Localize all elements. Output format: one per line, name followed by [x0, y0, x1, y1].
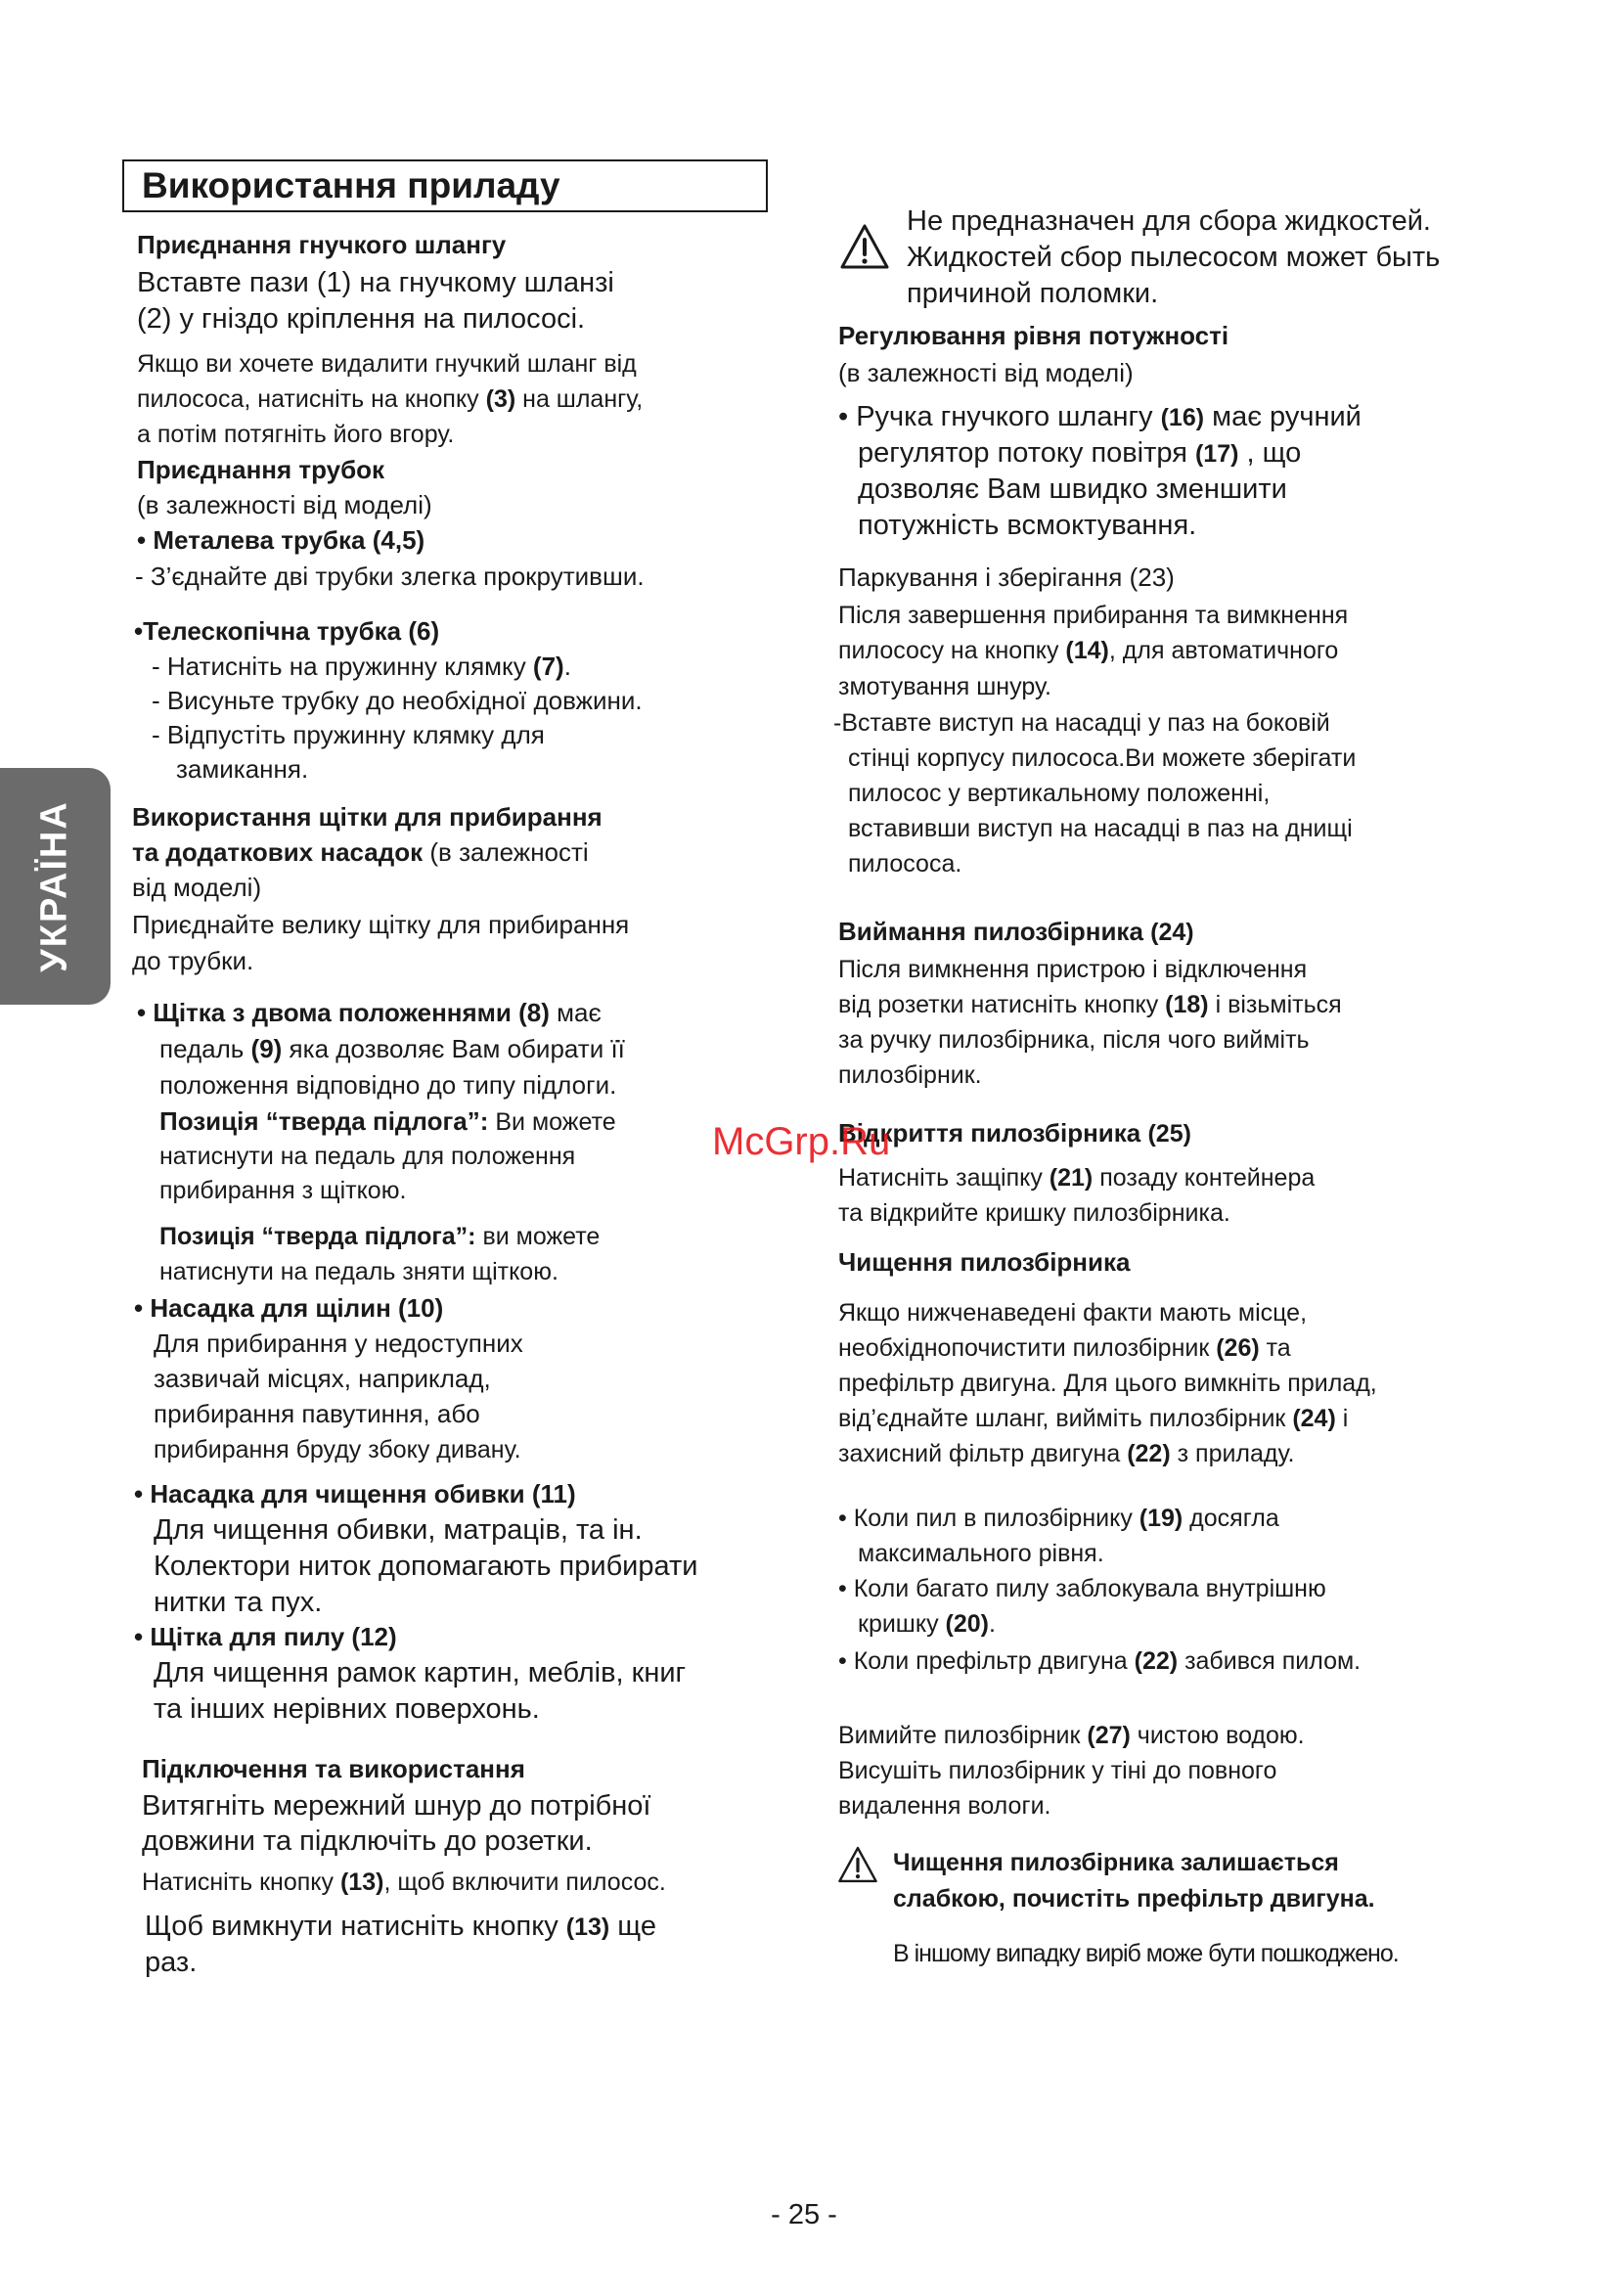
power-text: дозволяє Вам швидко зменшити — [858, 473, 1287, 505]
upholstery-text: Колектори ниток допомагають прибирати — [154, 1551, 698, 1582]
parking-heading: Паркування і зберігання (23) — [838, 563, 1175, 592]
wash-text: Вимийте пилозбірник (27) чистою водою. — [838, 1722, 1305, 1749]
clean-bin-text: необхіднопочистити пилозбірник (26) та — [838, 1334, 1291, 1362]
crevice-text: Для прибирання у недоступних — [154, 1328, 523, 1358]
language-tab — [0, 768, 111, 1005]
brush-text: до трубки. — [132, 946, 254, 975]
connect-text: Щоб вимкнути натисніть кнопку (13) ще — [145, 1911, 656, 1942]
power-text: регулятор потоку повітря (17) , що — [858, 437, 1302, 469]
telescopic-step: замикання. — [176, 754, 309, 784]
connect-heading: Підключення та використання — [142, 1754, 525, 1783]
metal-tube: • Металева трубка (4,5) — [137, 525, 425, 555]
warning-icon — [839, 223, 890, 270]
connect-text: раз. — [145, 1947, 198, 1978]
dust-brush-text: та інших нерівних поверхонь. — [154, 1693, 540, 1725]
telescopic-tube: •Телескопічна трубка (6) — [134, 616, 440, 646]
clean-bin-text: від’єднайте шланг, вийміть пилозбірник (24) і — [838, 1405, 1349, 1432]
metal-tube-desc: - З’єднайте дві трубки злегка прокрутивши. — [135, 562, 645, 591]
clean-bin-text: префільтр двигуна. Для цього вимкніть прилад, — [838, 1370, 1377, 1397]
parking-text: змотування шнуру. — [838, 673, 1051, 700]
upholstery-text: Для чищення обивки, матраців, та ін. — [154, 1514, 643, 1546]
connect-text: Витягніть мережний шнур до потрібної — [142, 1790, 651, 1822]
section-title: Використання приладу — [122, 159, 768, 212]
clean-warning: слабкою, почистіть префільтр двигуна. — [893, 1885, 1375, 1913]
position-text: натиснути на педаль зняти щіткою. — [159, 1258, 558, 1285]
two-position-text: положення відповідно до типу підлоги. — [159, 1070, 617, 1100]
watermark: McGrp.Ru — [712, 1120, 891, 1163]
parking-text: пилососа. — [848, 850, 962, 878]
two-position-text: педаль (9) яка дозволяє Вам обирати її — [159, 1034, 625, 1063]
telescopic-step: - Натисніть на пружинну клямку (7). — [152, 652, 571, 681]
wash-text: Висушіть пилозбірник у тіні до повного — [838, 1757, 1277, 1784]
position-text: натиснути на педаль для положення — [159, 1143, 576, 1170]
clean-bin-text: захисний фільтр двигуна (22) з приладу. — [838, 1440, 1295, 1467]
connect-text: довжини та підключіть до розетки. — [142, 1825, 593, 1857]
clean-bin-text: Якщо нижченаведені факти мають місце, — [838, 1299, 1308, 1327]
remove-bin-text: від розетки натисніть кнопку (18) і візьміться — [838, 991, 1342, 1018]
brush-text: Приєднайте велику щітку для прибирання — [132, 910, 630, 939]
remove-bin-text: Після вимкнення пристрою і відключення — [838, 956, 1308, 983]
position-text: прибирання з щіткою. — [159, 1177, 407, 1204]
clean-bullet: • Коли префільтр двигуна (22) забився пилом. — [838, 1647, 1362, 1675]
telescopic-step: - Висуньте трубку до необхідної довжини. — [152, 686, 643, 715]
brush-heading: від моделі) — [132, 873, 262, 902]
power-heading: Регулювання рівня потужності — [838, 321, 1229, 350]
hose-line: (2) у гніздо кріплення на пилососі. — [137, 303, 586, 335]
crevice-text: зазвичай місцях, наприклад, — [154, 1364, 491, 1393]
clean-bin-heading: Чищення пилозбірника — [838, 1247, 1131, 1277]
crevice-text: прибирання бруду збоку дивану. — [154, 1436, 521, 1463]
hose-heading: Приєднання гнучкого шлангу — [137, 230, 507, 259]
liquid-warning: причиной поломки. — [907, 278, 1159, 309]
open-bin-text: та відкрийте кришку пилозбірника. — [838, 1199, 1230, 1227]
upholstery-text: нитки та пух. — [154, 1587, 323, 1618]
clean-warning: Чищення пилозбірника залишається — [893, 1849, 1339, 1876]
crevice-nozzle: • Насадка для щілин (10) — [134, 1293, 444, 1323]
parking-text: пилососу на кнопку (14), для автоматичного — [838, 637, 1339, 664]
clean-bullet: • Коли пил в пилозбірнику (19) досягла — [838, 1505, 1279, 1532]
hose-line: Вставте пази (1) на гнучкому шланзі — [137, 267, 614, 298]
page-number: - 25 - — [771, 2199, 837, 2230]
language-tab-label: УКРАЇНА — [33, 800, 75, 972]
position-hard-floor-2: Позиція “тверда підлога”: ви можете — [159, 1223, 601, 1250]
brush-heading: Використання щітки для прибирання — [132, 802, 603, 832]
two-position-brush: • Щітка з двома положеннями (8) має — [137, 998, 602, 1027]
tubes-heading: Приєднання трубок — [137, 455, 385, 484]
brush-heading: та додаткових насадок (в залежності — [132, 837, 589, 867]
open-bin-text: Натисніть защіпку (21) позаду контейнера — [838, 1164, 1316, 1192]
parking-text: Після завершення прибирання та вимкнення — [838, 602, 1349, 629]
open-bin-heading: Відкриття пилозбірника (25) — [838, 1118, 1191, 1148]
position-hard-floor: Позиція “тверда підлога”: Ви можете — [159, 1106, 616, 1136]
warning-icon — [837, 1845, 878, 1884]
parking-text: стінці корпусу пилососа.Ви можете зберігати — [848, 744, 1357, 772]
hose-small: пилососа, натисніть на кнопку (3) на шлангу, — [137, 385, 644, 413]
hose-small: Якщо ви хочете видалити гнучкий шланг від — [137, 350, 637, 378]
parking-text: пилосос у вертикальному положенні, — [848, 780, 1271, 807]
crevice-text: прибирання павутиння, або — [154, 1399, 480, 1428]
power-text: потужність всмоктування. — [858, 510, 1197, 541]
upholstery-nozzle: • Насадка для чищення обивки (11) — [134, 1479, 576, 1508]
power-sub: (в залежності від моделі) — [838, 358, 1134, 387]
remove-bin-text: пилозбірник. — [838, 1061, 982, 1089]
clean-bullet: максимального рівня. — [858, 1540, 1104, 1567]
clean-bullet: • Коли багато пилу заблокувала внутрішню — [838, 1575, 1326, 1602]
liquid-warning: Не предназначен для сбора жидкостей. — [907, 205, 1431, 237]
dust-brush-text: Для чищення рамок картин, меблів, книг — [154, 1657, 687, 1688]
parking-text: -Вставте виступ на насадці у паз на боковій — [833, 709, 1330, 737]
remove-bin-heading: Виймання пилозбірника (24) — [838, 917, 1194, 946]
wash-text: видалення вологи. — [838, 1792, 1051, 1820]
liquid-warning: Жидкостей сбор пылесосом может быть — [907, 242, 1441, 273]
clean-warning-note: В іншому випадку виріб може бути пошкоджено. — [893, 1940, 1399, 1967]
telescopic-step: - Відпустіть пружинну клямку для — [152, 720, 545, 749]
hose-small: а потім потягніть його вгору. — [137, 421, 455, 448]
dust-brush: • Щітка для пилу (12) — [134, 1622, 397, 1651]
parking-text: вставивши виступ на насадці в паз на днищі — [848, 815, 1353, 842]
power-text: • Ручка гнучкого шлангу (16) має ручний — [838, 401, 1362, 432]
remove-bin-text: за ручку пилозбірника, після чого вийміть — [838, 1026, 1310, 1054]
connect-text: Натисніть кнопку (13), щоб включити пилосос. — [142, 1868, 666, 1896]
clean-bullet: кришку (20). — [858, 1610, 996, 1638]
tubes-sub: (в залежності від моделі) — [137, 490, 432, 519]
